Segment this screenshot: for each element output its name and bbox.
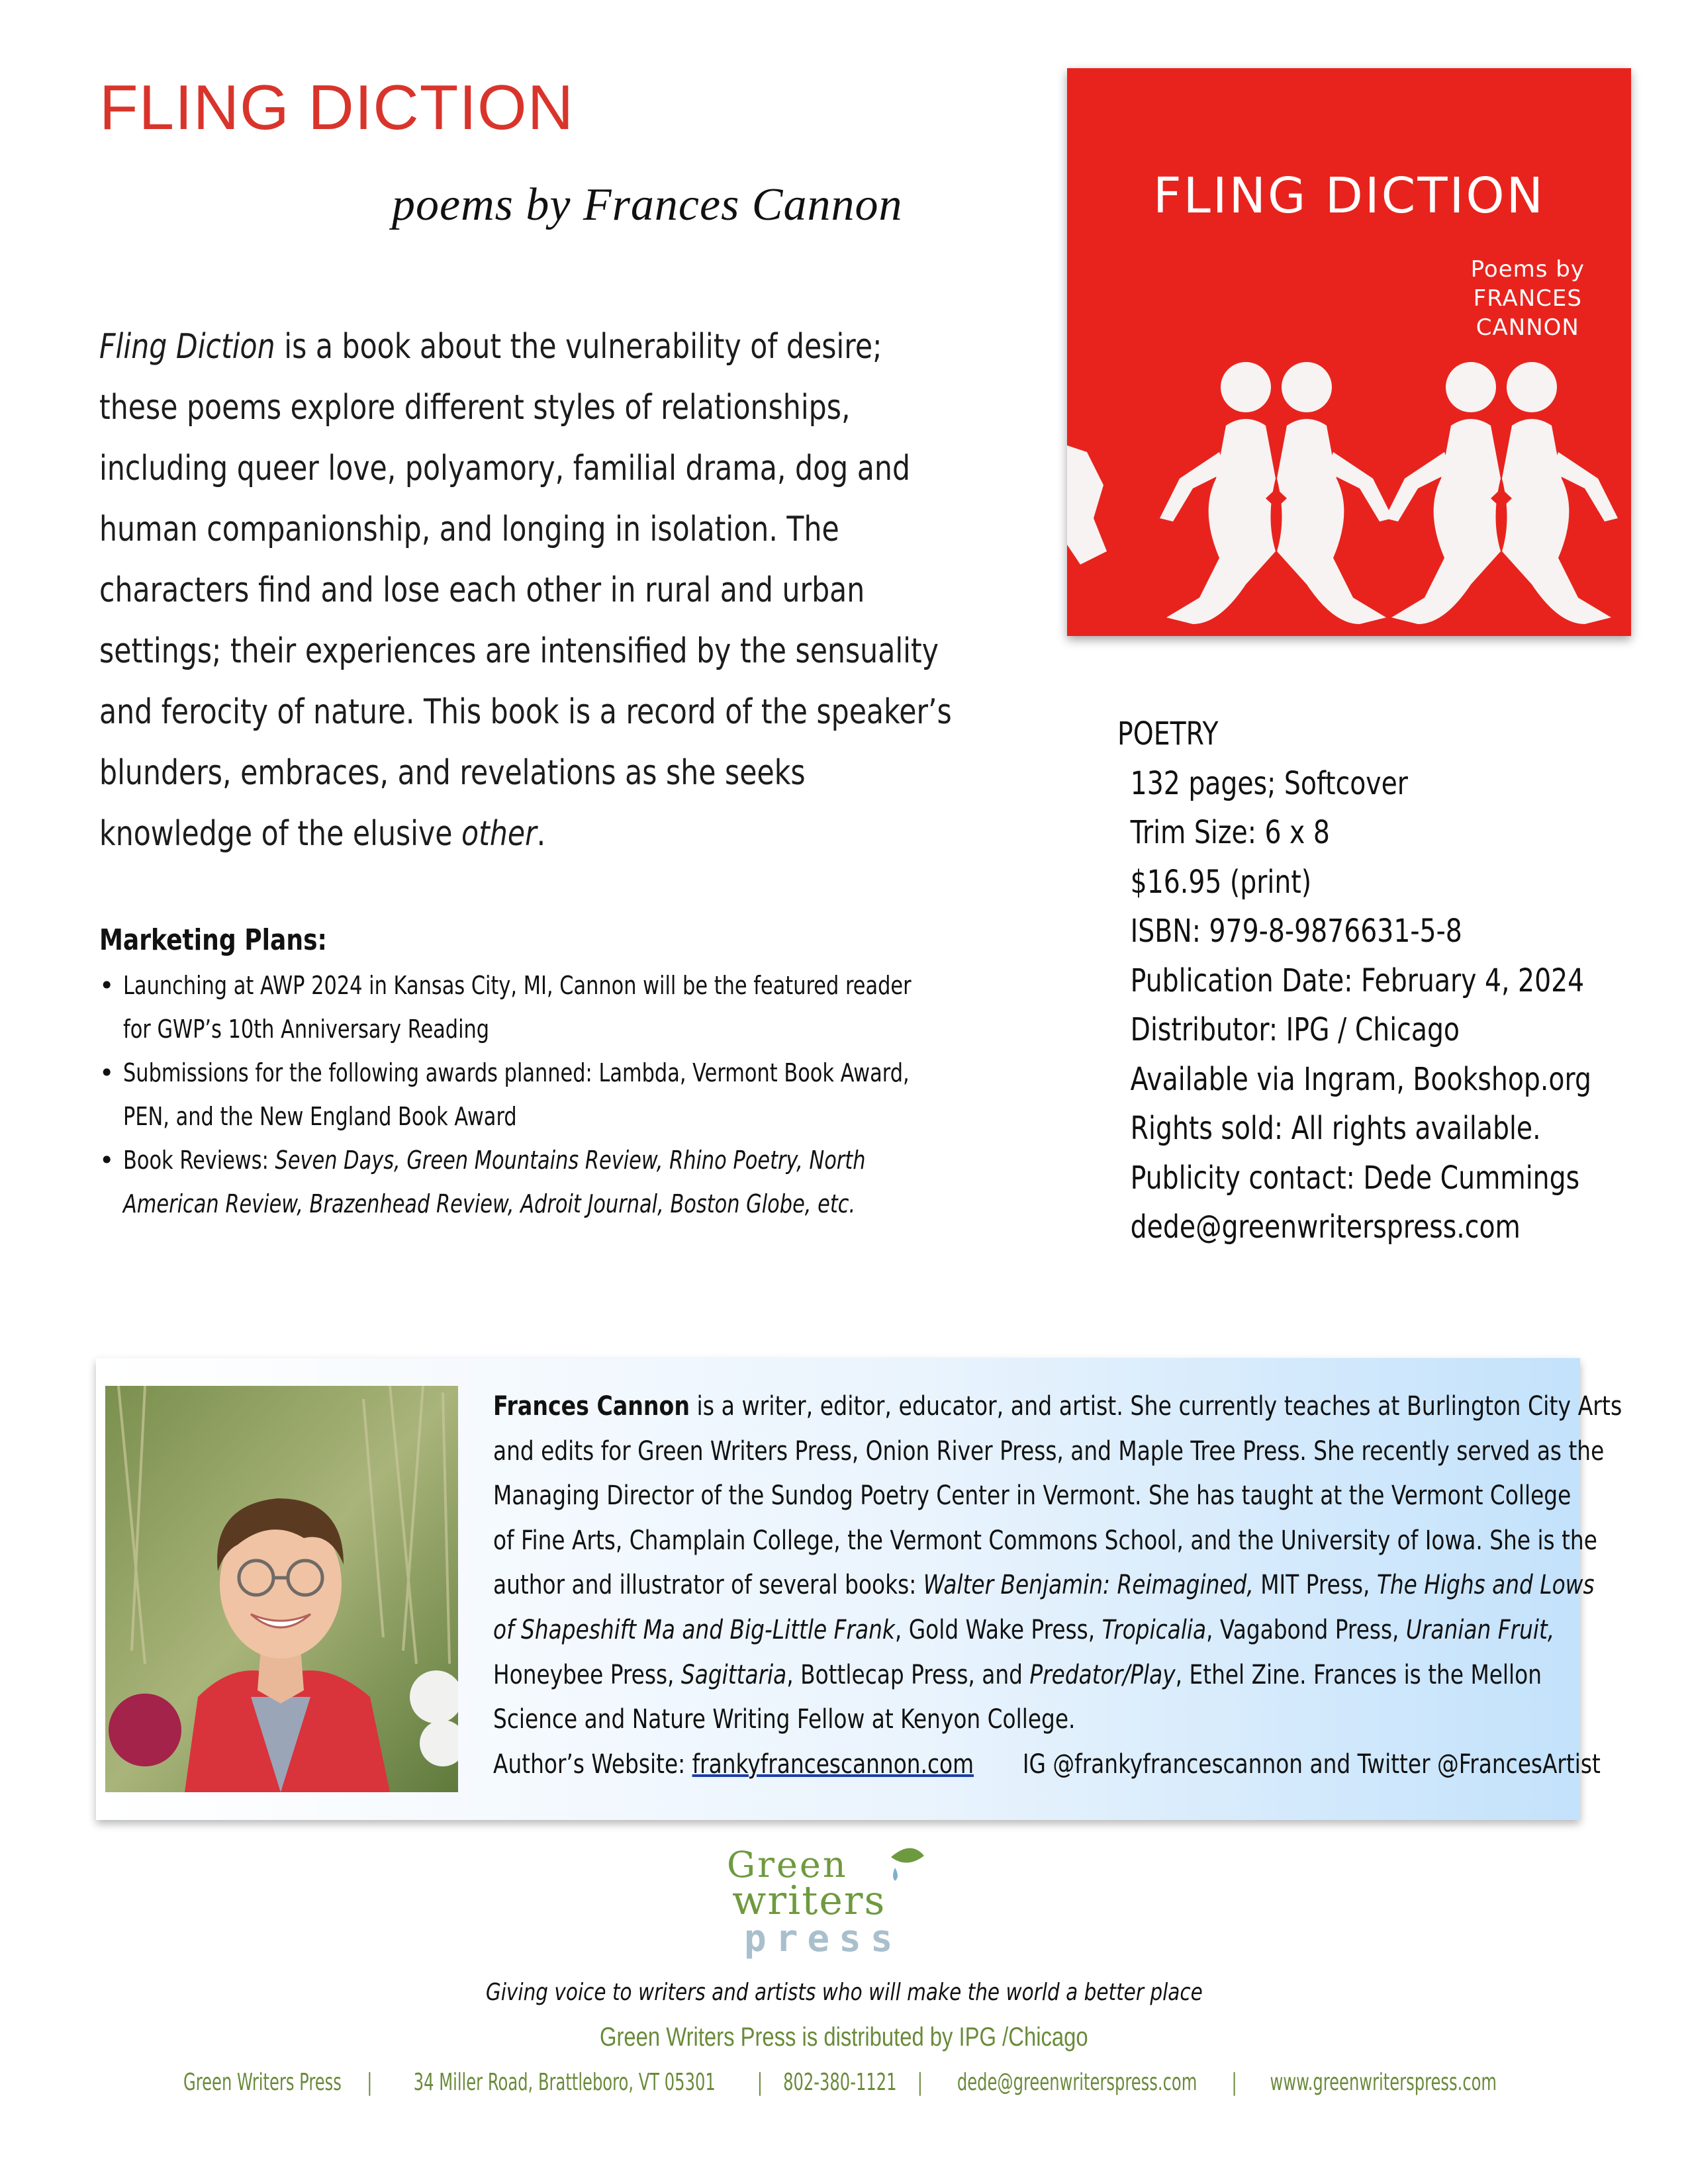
- bio-book-title: Tropicalia: [1102, 1614, 1207, 1645]
- list-item: [99, 1051, 986, 1138]
- author-photo-image: [105, 1386, 458, 1792]
- list-item-text: for GWP’s 10th Anniversary Reading: [123, 1015, 490, 1044]
- bio-line: is a writer, editor, educator, and artist. She currently teaches at Burlington City Arts: [689, 1391, 1622, 1422]
- spec-email: dede@greenwriterspress.com: [1130, 1208, 1521, 1246]
- tagline: [0, 1979, 1688, 2006]
- description-line: these poems explore different styles of relationships,: [99, 388, 851, 428]
- list-item-text: Submissions for the following awards planned: Lambda, Vermont Book Award,: [123, 1058, 910, 1087]
- spec-price: $16.95 (print): [1130, 863, 1312, 901]
- bio-publisher: , Bottlecap Press, and: [786, 1659, 1030, 1690]
- bio-line: author and illustrator of several books:: [493, 1570, 923, 1601]
- publisher-contact-line: [0, 2069, 1688, 2096]
- list-item: [99, 964, 986, 1051]
- footer-publisher: Green Writers Press: [183, 2069, 342, 2096]
- author-name: Frances Cannon: [493, 1391, 690, 1422]
- footer-email: dede@greenwriterspress.com: [957, 2069, 1197, 2096]
- author-website-link[interactable]: frankyfrancescannon.com: [692, 1749, 974, 1780]
- description-line: characters find and lose each other in rural and urban: [99, 570, 865, 610]
- cover-figures: [1067, 362, 1618, 624]
- spec-genre: POETRY: [1117, 715, 1219, 752]
- description-line: including queer love, polyamory, familial drama, dog and: [99, 449, 911, 488]
- website-label: Author’s Website:: [493, 1749, 692, 1780]
- author-bio: [493, 1385, 1622, 1787]
- leaf-icon: [891, 1848, 924, 1862]
- spec-pubdate: Publication Date: February 4, 2024: [1130, 962, 1585, 999]
- description-italic-word: other: [461, 814, 537, 854]
- bio-publisher: MIT Press,: [1253, 1570, 1377, 1601]
- bio-line: Science and Nature Writing Fellow at Kenyon College.: [493, 1704, 1076, 1735]
- marketing-list: [99, 964, 986, 1226]
- spec-rights: Rights sold: All rights available.: [1130, 1110, 1541, 1147]
- bio-publisher: , Vagabond Press,: [1206, 1614, 1406, 1645]
- list-item-italic: American Review, Brazenhead Review, Adroit Journal, Boston Globe, etc.: [123, 1189, 856, 1218]
- logo-word-press: press: [744, 1917, 902, 1960]
- bio-book-title: Sagittaria: [680, 1659, 787, 1690]
- list-item-text: Launching at AWP 2024 in Kansas City, MI, Cannon will be the featured reader: [123, 971, 912, 1000]
- description-line: blunders, embraces, and revelations as she seeks: [99, 753, 806, 793]
- footer-website: www.greenwriterspress.com: [1270, 2069, 1497, 2096]
- list-item-italic: Seven Days, Green Mountains Review, Rhino Poetry, North: [275, 1146, 866, 1175]
- description-line: settings; their experiences are intensified by the sensuality: [99, 631, 939, 671]
- page-title: FLING DICTION: [99, 72, 575, 143]
- page-subtitle: poems by Frances Cannon: [392, 179, 903, 230]
- logo-word-writers: writers: [732, 1878, 886, 1924]
- marketing-plans: [99, 923, 986, 1226]
- tagline-text: Giving voice to writers and artists who will make the world a better place: [485, 1979, 1203, 2006]
- author-bio-box: [96, 1358, 1622, 1820]
- distribution-text: Green Writers Press is distributed by IPG /Chicago: [600, 2023, 1088, 2052]
- cover-byline-line: Poems by: [1470, 256, 1585, 283]
- bullet-icon: •: [99, 1146, 115, 1175]
- bio-book-title: of Shapeshift Ma and Big-Little Frank: [493, 1614, 895, 1645]
- publisher-logo: [718, 1843, 969, 1962]
- author-social-handles: IG @frankyfrancescannon and Twitter @FrancesArtist: [1022, 1749, 1601, 1780]
- footer-phone: 802-380-1121: [783, 2069, 897, 2096]
- marketing-heading: Marketing Plans:: [99, 923, 327, 957]
- spec-distributor: Distributor: IPG / Chicago: [1130, 1011, 1460, 1048]
- bullet-icon: •: [99, 971, 115, 1000]
- bio-line: of Fine Arts, Champlain College, the Vermont Commons School, and the University of Iowa. She is the: [493, 1525, 1597, 1556]
- bio-line: and edits for Green Writers Press, Onion River Press, and Maple Tree Press. She recently served as the: [493, 1435, 1605, 1467]
- distribution-note: [0, 2023, 1688, 2052]
- bullet-icon: •: [99, 1058, 115, 1087]
- footer-address: 34 Miller Road, Brattleboro, VT 05301: [414, 2069, 716, 2096]
- cover-title: FLING DICTION: [1153, 167, 1545, 224]
- list-item-text: PEN, and the New England Book Award: [123, 1102, 517, 1131]
- book-specs: [1117, 709, 1688, 1252]
- divider: |: [917, 2069, 923, 2096]
- cover-byline-line: CANNON: [1476, 314, 1579, 341]
- bio-line: Managing Director of the Sundog Poetry Center in Vermont. She has taught at the Vermont College: [493, 1480, 1571, 1512]
- description-line: is a book about the vulnerability of desire;: [275, 327, 882, 367]
- description-line: human companionship, and longing in isolation. The: [99, 510, 839, 549]
- book-description: [99, 316, 960, 864]
- divider: |: [757, 2069, 763, 2096]
- spec-publicity: Publicity contact: Dede Cummings: [1130, 1159, 1580, 1197]
- spec-isbn: ISBN: 979-8-9876631-5-8: [1130, 913, 1462, 950]
- bio-book-title: Walter Benjamin: Reimagined,: [923, 1570, 1254, 1601]
- divider: |: [367, 2069, 373, 2096]
- logo-word-green: Green: [727, 1844, 848, 1886]
- cover-byline-line: FRANCES: [1473, 285, 1582, 312]
- bio-line: , Ethel Zine. Frances is the Mellon: [1175, 1659, 1542, 1690]
- divider: |: [1231, 2069, 1237, 2096]
- bio-publisher: , Gold Wake Press,: [894, 1614, 1102, 1645]
- list-item-text: Book Reviews:: [123, 1146, 275, 1175]
- water-drop-icon: [893, 1868, 898, 1881]
- spec-trim: Trim Size: 6 x 8: [1130, 814, 1330, 851]
- cover-illustration: [1067, 326, 1631, 636]
- spec-availability: Available via Ingram, Bookshop.org: [1130, 1060, 1591, 1098]
- book-title-italic: Fling Diction: [99, 327, 275, 367]
- description-line: knowledge of the elusive: [99, 814, 462, 854]
- author-photo: [105, 1386, 458, 1792]
- bio-publisher: Honeybee Press,: [493, 1659, 681, 1690]
- bio-book-title: Uranian Fruit,: [1405, 1614, 1555, 1645]
- bio-book-title: Predator/Play: [1029, 1659, 1176, 1690]
- description-line: and ferocity of nature. This book is a record of the speaker’s: [99, 692, 952, 732]
- spec-pages: 132 pages; Softcover: [1130, 764, 1408, 802]
- book-cover: [1067, 68, 1631, 636]
- list-item: [99, 1138, 986, 1226]
- bio-book-title: The Highs and Lows: [1376, 1570, 1595, 1601]
- description-period: .: [536, 814, 546, 854]
